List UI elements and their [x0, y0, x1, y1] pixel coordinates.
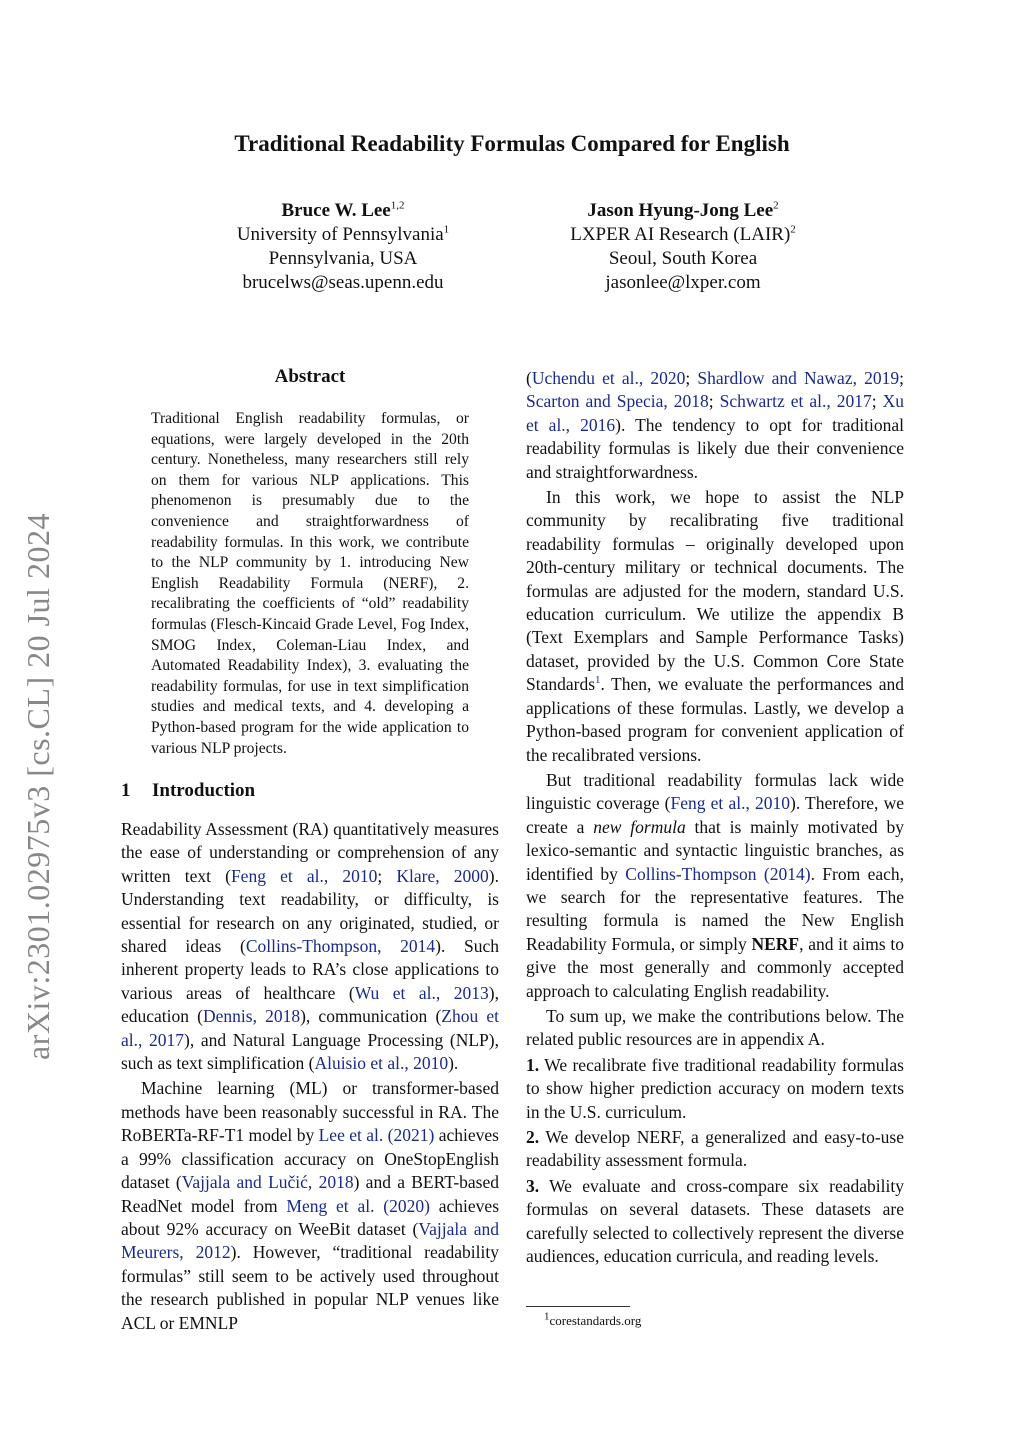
paragraph: In this work, we hope to assist the NLP community by recalibrating five traditional readability formulas – originally developed upon 20th-century military or technical documents. The formulas are adjusted for the modern, standard U.S. education curriculum. We utilize the appendix B (Text Exemplars and Sample Performance Tasks) dataset, provided by the U.S. Common Core State Standards$^1$. Then, we evaluate the performances and applications of these formulas. Lastly, we develop a Python-based program for convenient application of the recalibrated versions. [526, 487, 904, 765]
abstract-heading: Abstract [274, 366, 346, 387]
paragraph: (Uchendu et al., 2020; Shardlow and Nawaz, 2019; Scarton and Specia, 2018; Schwartz et al., 2017; Xu et al., 2016). The tendency to opt for traditional readability formulas is likely due their convenience and straightforwardness. [526, 368, 905, 482]
section-heading: 1 Introduction [121, 780, 256, 801]
citation-link[interactable]: Lee et al. (2021) [318, 1125, 435, 1146]
abstract-text: Traditional English readability formulas, or equations, were largely developed in the 20th century. Nonetheless, many researchers still rely on them for various NLP applications. This phenomenon is presumably due to the convenience and straightforwardness of readability formulas. In this work, we contribute to the NLP community by 1. introducing New English Readability Formula (NERF), 2. recalibrating the coefficients of “old” readability formulas (Flesch-Kincaid Grade Level, Fog Index, SMOG Index, Coleman-Liau Index, and Automated Readability Index), 3. evaluating the readability formulas, for use in text simplification studies and medical texts, and 4. developing a Python-based program for the wide application to various NLP projects. [151, 410, 469, 757]
contribution-item: 1. We recalibrate five traditional readability formulas to show higher prediction accuracy on modern texts in the U.S. curriculum. [526, 1054, 904, 1122]
footnote-divider [526, 1306, 630, 1307]
author-block-1: Bruce W. Lee$^{1,2}$ University of Pennsylvania$^1$ Pennsylvania, USA brucelws@seas.upenn.edu [203, 199, 483, 295]
paper-title: Traditional Readability Formulas Compared for English [234, 131, 790, 156]
author-block-2: Jason Hyung-Jong Lee$^2$ LXPER AI Research (LAIR)$^2$ Seoul, South Korea jasonlee@lxper.com [533, 199, 833, 295]
author-affiliation: University of Pennsylvania [236, 224, 444, 245]
paragraph: To sum up, we make the contributions below. The related public resources are in appendix A. [526, 1005, 904, 1050]
citation-link[interactable]: Schwartz et al., 2017 [719, 391, 872, 412]
author-email: brucelws@seas.upenn.edu [242, 272, 444, 293]
author-email: jasonlee@lxper.com [605, 272, 761, 293]
citation-link[interactable]: Klare, 2000 [396, 865, 489, 886]
author-affiliation: LXPER AI Research (LAIR) [570, 224, 791, 245]
citation-link[interactable]: Vajjala and Lučić, 2018 [181, 1172, 354, 1193]
author-location: Seoul, South Korea [608, 248, 758, 269]
contribution-item: 3. We evaluate and cross-compare six readability formulas on several datasets. These datasets are carefully selected to collectively represent the diverse audiences, education curricula, and reading levels. [526, 1175, 905, 1267]
citation-link[interactable]: Uchendu et al., 2020 [531, 368, 686, 388]
paragraph: Readability Assessment (RA) quantitatively measures the ease of understanding or comprehension of any written text (Feng et al., 2010; Klare, 2000). Understanding text readability, or difficulty, is essential for research on any originated, studied, or shared ideas (Collins-Thompson, 2014). Such inherent property leads to RA’s close applications to various areas of healthcare (Wu et al., 2013), education (Dennis, 2018), communication (Zhou et al., 2017), and Natural Language Processing (NLP), such as text simplification (Aluisio et al., 2010). [121, 819, 499, 1074]
paragraph: Machine learning (ML) or transformer-based methods have been reasonably successful in RA. The RoBERTa-RF-T1 model by Lee et al. (2021) achieves a 99% classification accuracy on OneStopEnglish dataset (Vajjala and Lučić, 2018) and a BERT-based ReadNet model from Meng et al. (2020) achieves about 92% accuracy on WeeBit dataset (Vajjala and Meurers, 2012). However, “traditional readability formulas” still seem to be actively used throughout the research published in popular NLP venues like ACL or EMNLP [121, 1078, 500, 1333]
citation-link[interactable]: Xu et al., 2016 [526, 391, 905, 435]
author-location: Pennsylvania, USA [268, 248, 418, 269]
footnote: $^1$corestandards.org [544, 1310, 642, 1328]
citation-link[interactable]: Wu et al., 2013 [354, 982, 489, 1003]
footnote-marker[interactable]: 1 [595, 674, 601, 687]
citation-link[interactable]: Shardlow and Nawaz, 2019 [697, 368, 900, 388]
arxiv-sidebar-stamp: arXiv:2301.02975v3 [cs.CL] 20 Jul 2024 [20, 513, 56, 1060]
contribution-item: 2. We develop NERF, a generalized and easy-to-use readability assessment formula. [526, 1127, 904, 1171]
citation-link[interactable]: Feng et al., 2010 [230, 865, 378, 886]
citation-link[interactable]: Dennis, 2018 [203, 1006, 301, 1027]
paragraph: But traditional readability formulas lack wide linguistic coverage (Feng et al., 2010). Therefore, we create a new formula that is mainly motivated by lexico-semantic and syntactic linguistic branches, as identified by Collins-Thompson (2014). From each, we search for the representative features. The resulting formula is named the New English Readability Formula, or simply NERF, and it aims to give the most generally and commonly accepted approach to calculating English readability. [526, 769, 904, 1001]
citation-link[interactable]: Collins-Thompson, 2014 [245, 936, 436, 957]
author-name: Bruce W. Lee [281, 200, 391, 221]
right-column [526, 367, 904, 1270]
citation-link[interactable]: Collins-Thompson (2014) [625, 863, 811, 884]
citation-link[interactable]: Meng et al. (2020) [286, 1195, 430, 1216]
citation-link[interactable]: Scarton and Specia, 2018 [526, 391, 709, 412]
left-column [121, 818, 499, 1337]
citation-link[interactable]: Zhou et al., 2017 [121, 1006, 499, 1050]
citation-link[interactable]: Aluisio et al., 2010 [314, 1053, 449, 1074]
author-name: Jason Hyung-Jong Lee [587, 200, 774, 221]
citation-link[interactable]: Feng et al., 2010 [670, 793, 790, 814]
citation-link[interactable]: Vajjala and Meurers, 2012 [121, 1218, 499, 1263]
